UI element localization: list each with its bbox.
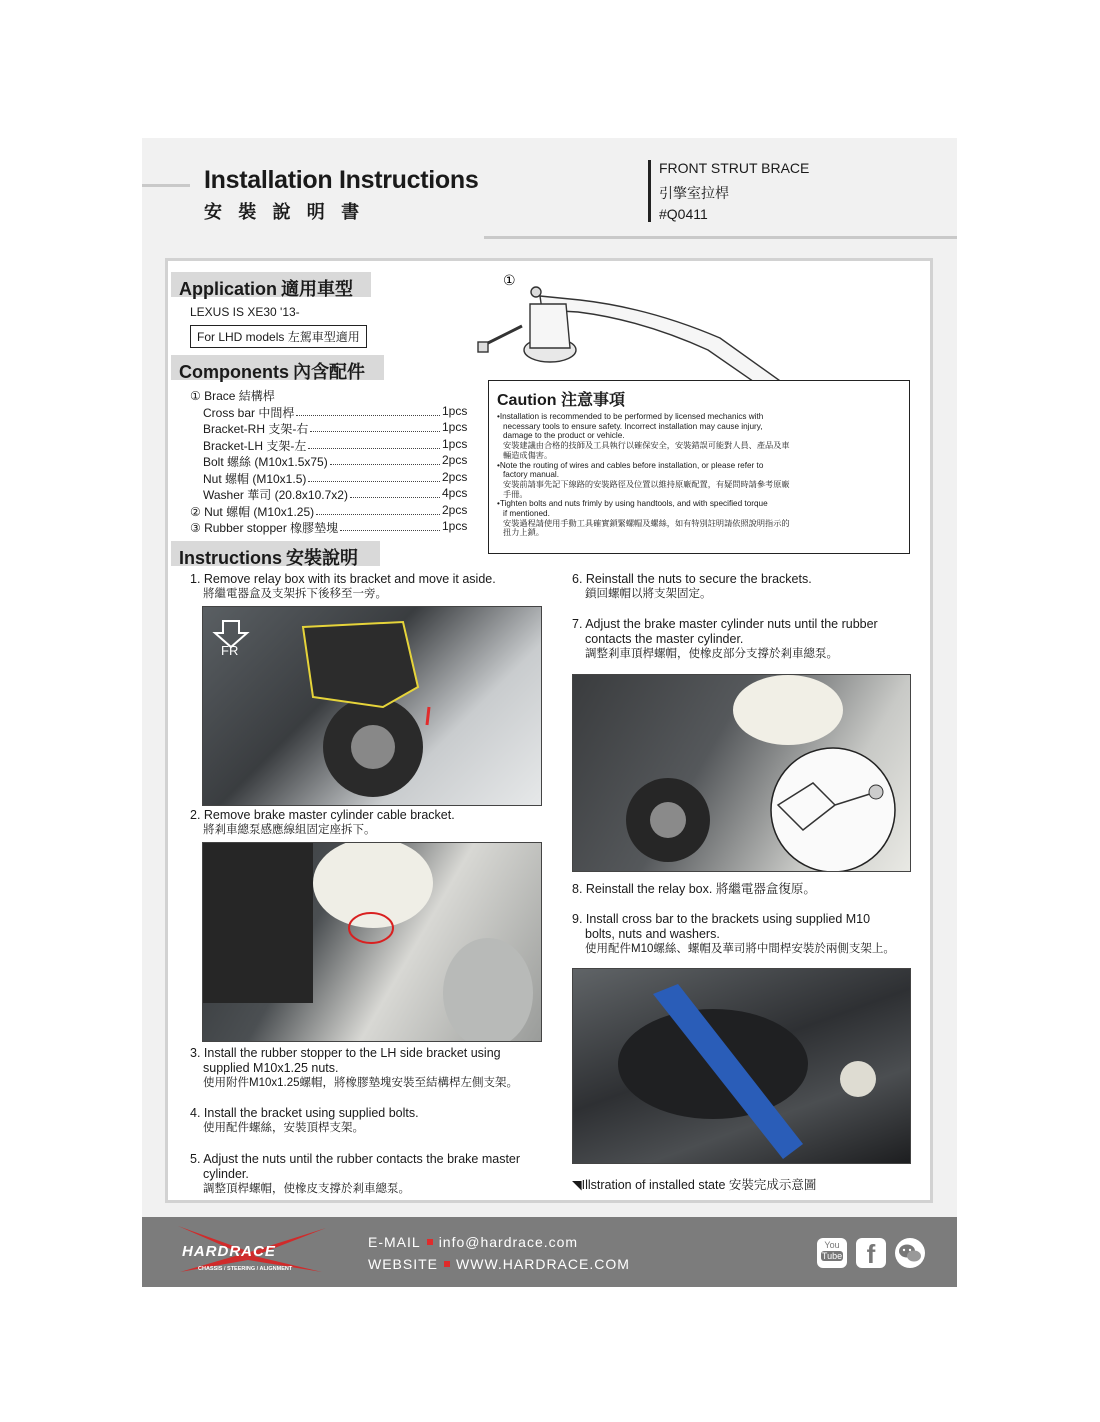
dot-leader: [308, 470, 440, 482]
component-label: Washer 華司 (20.8x10.7x2): [203, 488, 348, 502]
step-5-text-zh: 調整頂桿螺帽，使橡皮支撐於剎車總泵。: [203, 1183, 410, 1195]
component-qty: 2pcs: [442, 470, 468, 484]
component-label: ① Brace 結構桿: [190, 389, 275, 403]
step-1-photo-art: [203, 607, 542, 806]
component-label: Nut 螺帽 (M10x1.5): [203, 472, 307, 486]
website-link[interactable]: WWW.HARDRACE.COM: [456, 1256, 630, 1272]
component-label: ③ Rubber stopper 橡膠墊塊: [190, 521, 339, 535]
component-item: [0, 470, 470, 486]
step-7-photo-art: [573, 675, 911, 872]
instructions-heading-zh: 安裝說明: [286, 548, 359, 569]
step-5-text-2: cylinder.: [203, 1167, 249, 1181]
component-item: [0, 519, 470, 535]
email-label: E-MAIL: [368, 1234, 421, 1250]
step-6-text-zh: 鎖回螺帽以將支架固定。: [585, 588, 712, 600]
component-label: ② Nut 螺帽 (M10x1.25): [190, 505, 315, 519]
caution-line: 安裝前請事先記下線路的安裝路徑及位置以維持原廠配置，有疑問時請參考原廠: [503, 479, 790, 489]
fr-label: FR: [221, 643, 239, 658]
component-item: [0, 437, 470, 453]
reservoir: [313, 843, 433, 928]
product-name-zh: 引擎室拉桿: [659, 185, 729, 201]
caution-line: 安裝建議由合格的技師及工具執行以確保安全，安裝錯誤可能對人員、產品及車: [503, 441, 790, 451]
component-qty: 4pcs: [442, 486, 468, 500]
application-heading: [171, 272, 371, 300]
component-qty: 1pcs: [442, 420, 468, 434]
component-item: [0, 503, 470, 519]
component-label: Bracket-RH 支架-右: [203, 422, 309, 436]
caution-line: damage to the product or vehicle.: [503, 431, 625, 441]
strut-top: [650, 802, 686, 838]
youtube-icon-top: You: [824, 1240, 840, 1250]
product-name: FRONT STRUT BRACE: [659, 160, 810, 176]
dot-leader: [310, 420, 440, 432]
dot-leader: [316, 503, 440, 515]
dot-leader: [330, 453, 440, 465]
component-qty: 1pcs: [442, 519, 468, 533]
youtube-icon-bottom: Tube: [821, 1251, 843, 1261]
bullet-icon: [444, 1261, 450, 1267]
step-4-text-zh: 使用配件螺絲，安裝頂桿支架。: [203, 1122, 364, 1134]
component-item: [0, 486, 470, 502]
arrow-marker: [427, 707, 429, 725]
logo-tagline: CHASSIS / STEERING / ALIGNMENT: [198, 1266, 293, 1272]
installed-photo-art: [573, 969, 911, 1164]
step-3-text-zh: 使用附件M10x1.25螺帽，將橡膠墊塊安裝至結構桿左側支架。: [203, 1077, 519, 1089]
installed-photo: [572, 968, 911, 1164]
master-cylinder: [443, 938, 533, 1042]
component-label: Cross bar 中間桿: [203, 406, 295, 420]
step-2-text-zh: 將剎車總泵感應線組固定座拆下。: [203, 824, 376, 836]
logo-wordmark: HARDRACE: [182, 1243, 276, 1260]
step-9-text: 9. Install cross bar to the brackets using supplied M10: [572, 912, 871, 926]
caution-heading: Caution 注意事項: [497, 392, 625, 409]
footer-website: [368, 1256, 630, 1272]
step-8: [572, 882, 816, 897]
step-3-text: 3. Install the rubber stopper to the LH side bracket using: [190, 1046, 501, 1060]
caution-line: •Installation is recommended to be performed by licensed mechanics with: [497, 412, 764, 421]
instructions-heading-en: Instructions: [179, 548, 283, 568]
components-heading-zh: 內含配件: [293, 362, 365, 383]
component-qty: 1pcs: [442, 437, 468, 451]
callout-1: ①: [503, 273, 516, 289]
step-8-text: 8. Reinstall the relay box. 將繼電器盒復原。: [572, 882, 816, 896]
product-divider: [648, 160, 651, 222]
component-item: [0, 453, 470, 469]
dot-leader: [350, 486, 440, 498]
step-3: [190, 1046, 518, 1091]
step-7-text-2: contacts the master cylinder.: [585, 632, 744, 646]
caution-box: [488, 380, 910, 554]
product-code: #Q0411: [659, 206, 708, 222]
step-6: [572, 572, 812, 602]
step-5: [190, 1152, 520, 1197]
step-9-text-zh: 使用配件M10螺絲、螺帽及華司將中間桿安裝於兩側支架上。: [585, 943, 895, 955]
component-item: [0, 387, 470, 403]
vehicle-model: LEXUS IS XE30 '13-: [190, 305, 300, 319]
strut-top: [351, 725, 395, 769]
page-title-zh: 安 裝 說 明 書: [204, 202, 365, 223]
facebook-icon[interactable]: [856, 1238, 886, 1268]
component-label: Bracket-LH 支架-左: [203, 439, 307, 453]
step-7-photo: [572, 674, 911, 872]
application-heading-en: Application: [179, 279, 277, 299]
step-4-text: 4. Install the bracket using supplied bolts.: [190, 1106, 419, 1120]
components-heading: [171, 355, 384, 383]
step-1: [190, 572, 496, 602]
header-rule-right: [484, 236, 957, 239]
step-9: [572, 912, 895, 957]
component-qty: 2pcs: [442, 453, 468, 467]
hardrace-logo: [172, 1222, 332, 1274]
step-2-photo-art: [203, 843, 542, 1042]
component-item: [0, 404, 470, 420]
header-rule-left: [142, 184, 190, 187]
facebook-icon-glyph: f: [866, 1239, 876, 1269]
rubber-stopper-detail: [869, 785, 883, 799]
step-7-text: 7. Adjust the brake master cylinder nuts until the rubber: [572, 617, 878, 631]
caution-line: 手冊。: [503, 489, 528, 499]
reservoir: [840, 1061, 876, 1097]
step-1-text: 1. Remove relay box with its bracket and move it aside.: [190, 572, 496, 586]
dot-leader: [296, 404, 440, 416]
left-nut: [531, 287, 541, 297]
caution-line: factory manual.: [503, 470, 559, 480]
step-7-text-zh: 調整剎車頂桿螺帽，使橡皮部分支撐於剎車總泵。: [585, 648, 838, 660]
component-item: [0, 420, 470, 436]
components-heading-en: Components: [179, 362, 289, 382]
step-4: [190, 1106, 419, 1136]
dot-leader: [340, 519, 440, 531]
installed-caption: ◥Illstration of installed state 安裝完成示意圖: [572, 1178, 817, 1192]
footer-email: [368, 1234, 578, 1250]
page-title: Installation Instructions: [204, 166, 479, 194]
step-9-text-2: bolts, nuts and washers.: [585, 927, 720, 941]
step-7: [572, 617, 878, 662]
bullet-icon: [427, 1239, 433, 1245]
step-5-text: 5. Adjust the nuts until the rubber contacts the brake master: [190, 1152, 521, 1166]
step-6-text: 6. Reinstall the nuts to secure the brackets.: [572, 572, 812, 586]
reservoir: [733, 675, 843, 745]
email-link[interactable]: info@hardrace.com: [438, 1234, 579, 1250]
relay-box: [203, 843, 313, 1003]
step-2-photo: [202, 842, 542, 1042]
step-3-text-2: supplied M10x1.25 nuts.: [203, 1061, 339, 1075]
caution-line: necessary tools to ensure safety. Incorrect installation may cause injury,: [503, 421, 763, 431]
instructions-heading: [171, 541, 380, 569]
caution-line: •Note the routing of wires and cables before installation, or please refer to: [497, 460, 764, 470]
component-label: Bolt 螺絲 (M10x1.5x75): [203, 455, 328, 469]
lhd-note: For LHD models 左駕車型適用: [190, 325, 367, 348]
application-heading-zh: 適用車型: [281, 279, 353, 300]
step-2-text: 2. Remove brake master cylinder cable bracket.: [190, 808, 455, 822]
wechat-icon-glyph: [895, 1238, 925, 1268]
caution-line: 安裝過程請使用手動工具確實鎖緊螺帽及螺絲，如有特別註明請依照說明指示的: [503, 518, 790, 528]
detail-inset: [771, 748, 895, 872]
caution-line: •Tighten bolts and nuts frimly by using handtools, and with specified torque: [497, 499, 768, 509]
rubber-stopper: [478, 342, 488, 352]
youtube-icon[interactable]: [817, 1238, 847, 1268]
dot-leader: [308, 437, 440, 449]
step-2: [190, 808, 455, 838]
caution-line: 扭力上鎖。: [503, 528, 544, 538]
component-qty: 1pcs: [442, 404, 468, 418]
step-1-photo: [202, 606, 542, 806]
wechat-icon[interactable]: [895, 1238, 925, 1268]
website-label: WEBSITE: [368, 1256, 439, 1272]
relay-box-outline: [303, 622, 418, 707]
step-1-text-zh: 將繼電器盒及支架拆下後移至一旁。: [203, 588, 387, 600]
component-qty: 2pcs: [442, 503, 468, 517]
left-bracket: [530, 304, 570, 348]
caution-line: if mentioned.: [503, 509, 550, 518]
caution-line: 輛造成傷害。: [503, 450, 553, 460]
